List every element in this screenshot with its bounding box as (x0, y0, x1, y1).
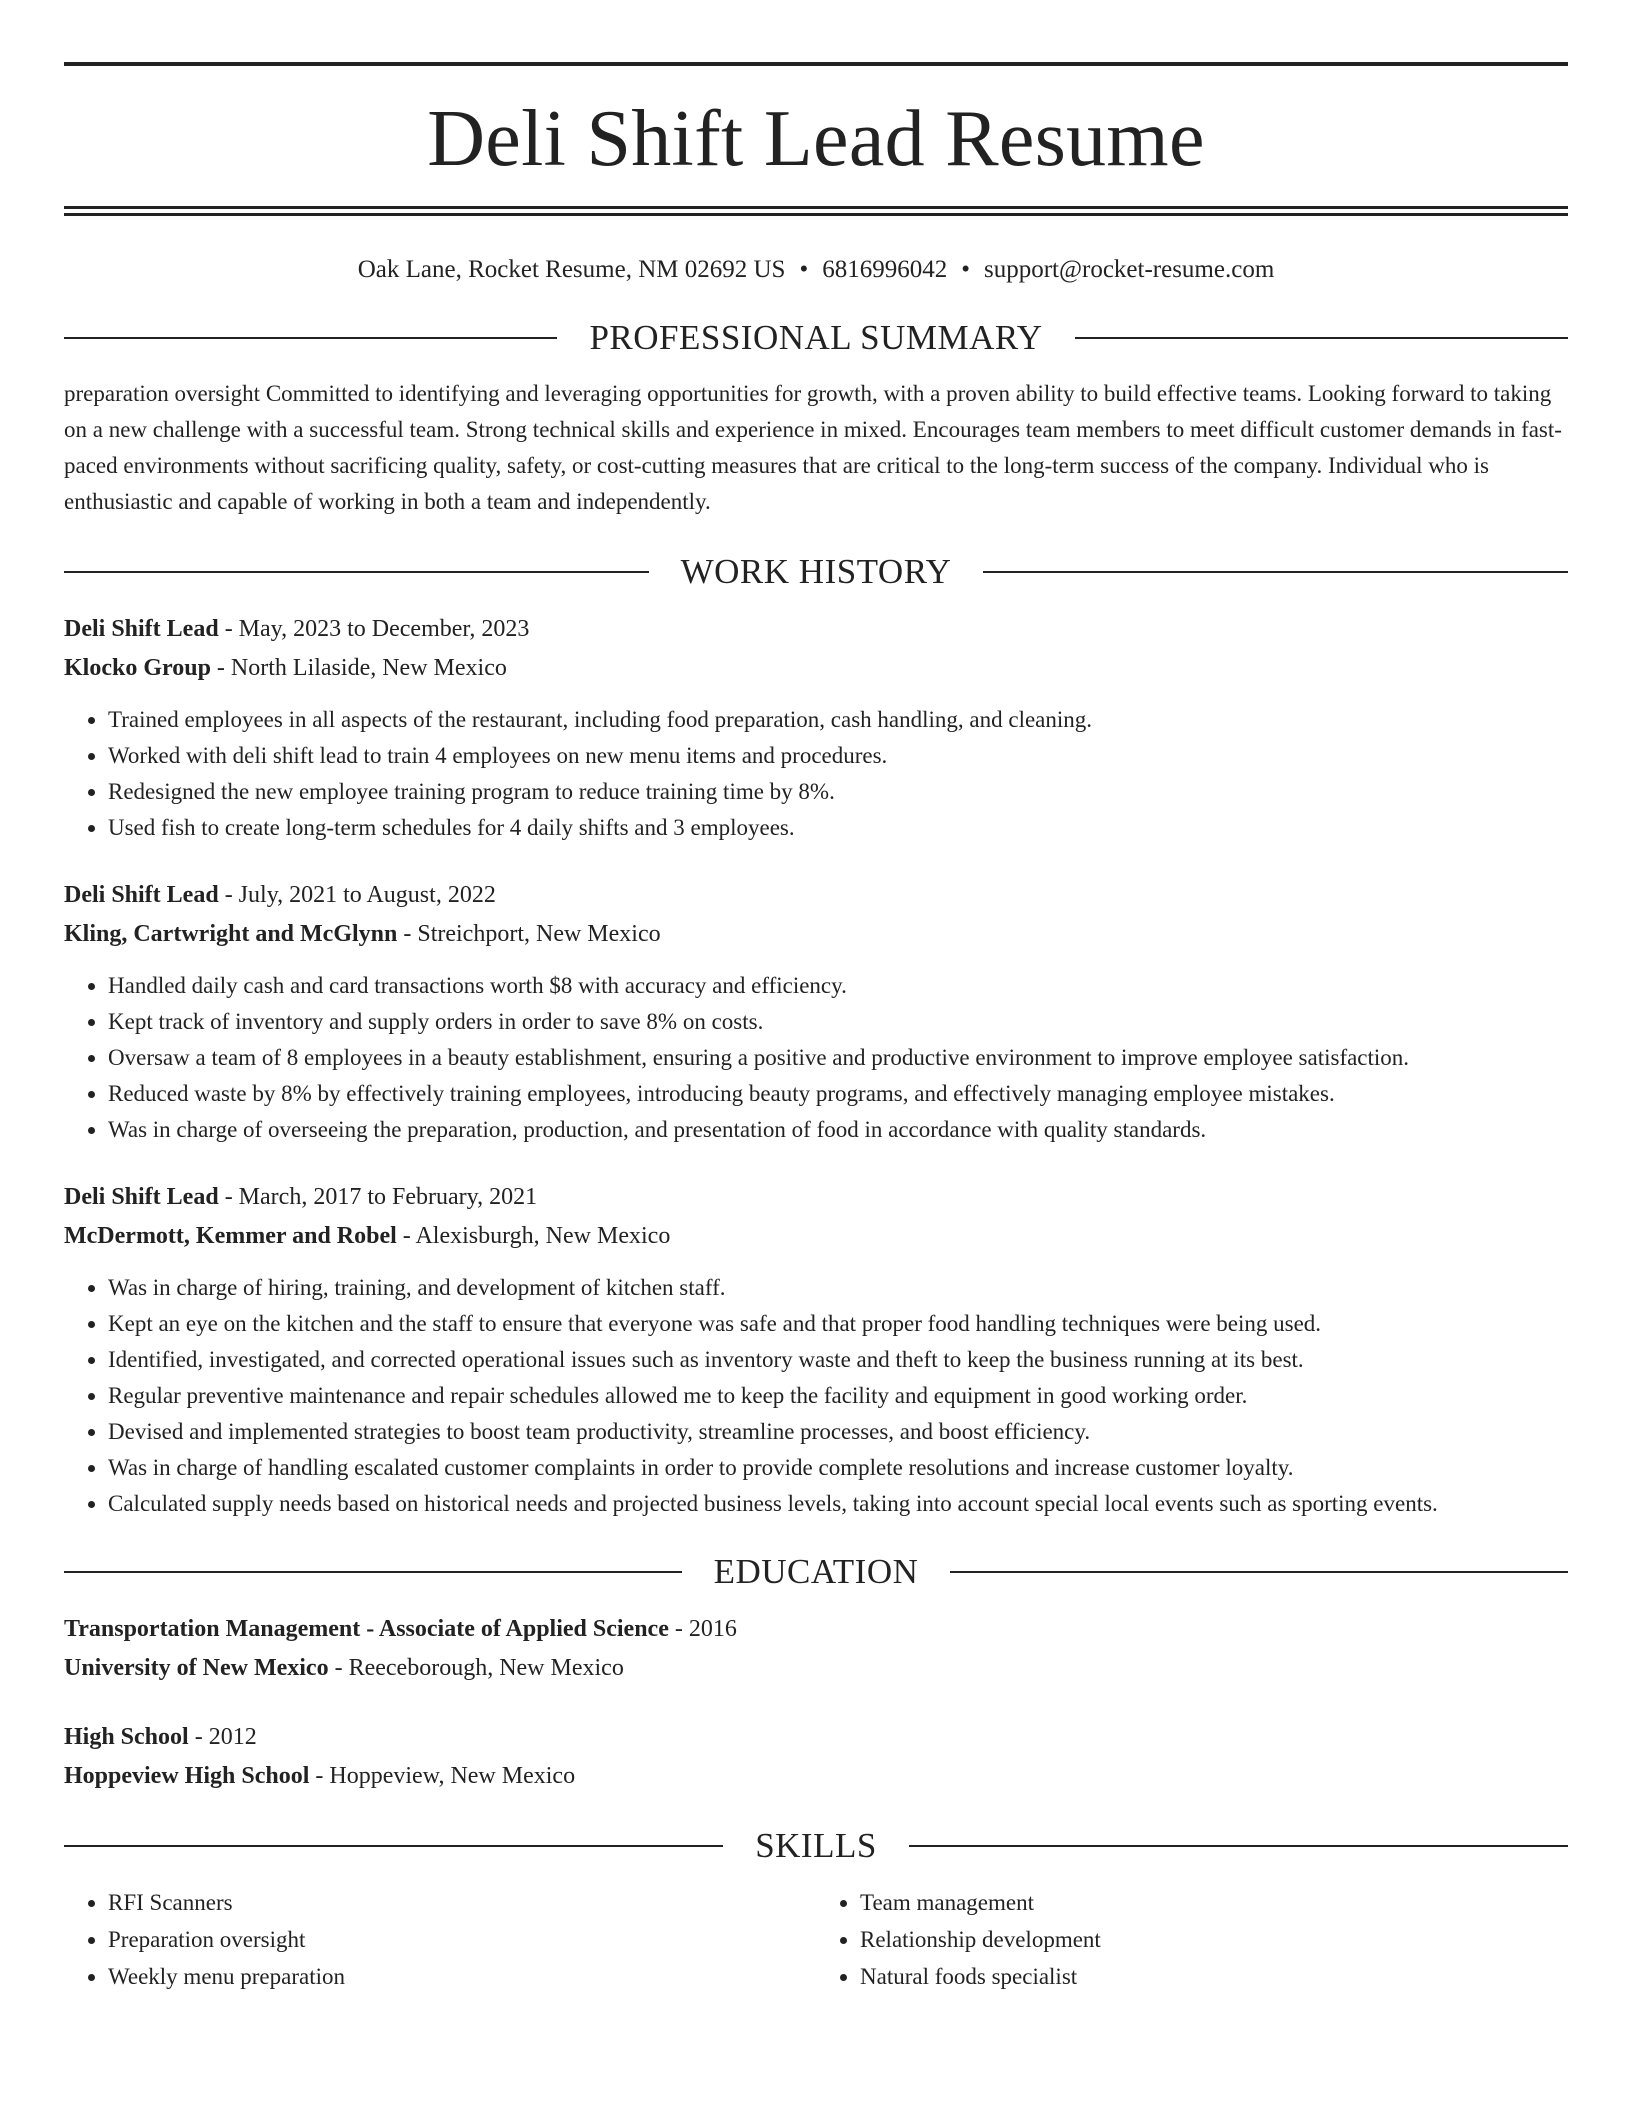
job-bullet: • Was in charge of hiring, training, and development of kitchen staff. (108, 1270, 1568, 1306)
title-double-rule (64, 206, 1568, 216)
skill-item: • RFI Scanners (108, 1884, 816, 1921)
education-year: - 2016 (668, 1616, 737, 1642)
section-header-work-history (64, 552, 1568, 592)
skill-item: • Natural foods specialist (860, 1958, 1568, 1995)
job-bullet: • Redesigned the new employee training program to reduce training time by 8%. (108, 774, 1568, 810)
job-bullet: • Devised and implemented strategies to boost team productivity, streamline processes, and boost efficiency. (108, 1414, 1568, 1450)
job-company-line (64, 649, 1568, 688)
job-title-line (64, 1178, 1568, 1217)
education-entry (64, 1610, 1568, 1688)
section-title: EDUCATION (713, 1552, 919, 1591)
education-degree-line (64, 1610, 1568, 1649)
contact-separator: • (961, 256, 970, 283)
section-rule (909, 1845, 1568, 1847)
section-title: PROFESSIONAL SUMMARY (589, 318, 1043, 357)
work-history-list (64, 610, 1568, 1522)
education-school: Hoppeview High School (64, 1763, 310, 1789)
job-location: - Alexisburgh, New Mexico (396, 1223, 671, 1249)
education-school-line (64, 1757, 1568, 1796)
education-degree: Transportation Management - Associate of Applied Science (64, 1616, 669, 1642)
section-rule (983, 571, 1568, 573)
section-header-education (64, 1552, 1568, 1592)
contact-email: support@rocket-resume.com (983, 256, 1275, 283)
education-school-line (64, 1649, 1568, 1688)
job-bullet: • Trained employees in all aspects of the restaurant, including food preparation, cash handling, and cleaning. (108, 702, 1568, 738)
resume-title: Deli Shift Lead Resume (427, 95, 1205, 183)
job-bullet: • Kept an eye on the kitchen and the staff to ensure that everyone was safe and that proper food handling techniques were being used. (108, 1306, 1568, 1342)
contact-line (64, 254, 1568, 286)
contact-phone: 6816996042 (822, 256, 948, 283)
job-company: Kling, Cartwright and McGlynn (64, 921, 398, 947)
section-title: SKILLS (755, 1826, 877, 1865)
skills-column-left (64, 1884, 816, 1995)
job-title: Deli Shift Lead (64, 882, 219, 908)
section-rule (64, 571, 649, 573)
skill-item: • Weekly menu preparation (108, 1958, 816, 1995)
section-header-summary (64, 318, 1568, 358)
skill-item: • Preparation oversight (108, 1921, 816, 1958)
job-bullet: • Used fish to create long-term schedules for 4 daily shifts and 3 employees. (108, 810, 1568, 846)
section-header-skills (64, 1826, 1568, 1866)
job-bullet: • Worked with deli shift lead to train 4 employees on new menu items and procedures. (108, 738, 1568, 774)
section-rule (64, 337, 557, 339)
section-rule (1075, 337, 1568, 339)
section-rule (64, 1845, 723, 1847)
skill-item: • Relationship development (860, 1921, 1568, 1958)
job-title-line (64, 610, 1568, 649)
job-bullet: • Was in charge of overseeing the preparation, production, and presentation of food in accordance with quality standards. (108, 1112, 1568, 1148)
job-location: - North Lilaside, New Mexico (210, 655, 507, 681)
job-bullet: • Identified, investigated, and corrected operational issues such as inventory waste and theft to keep the business running at its best. (108, 1342, 1568, 1378)
job-dates: - May, 2023 to December, 2023 (218, 616, 530, 642)
job-title: Deli Shift Lead (64, 1184, 219, 1210)
job-company: McDermott, Kemmer and Robel (64, 1223, 397, 1249)
job-entry (64, 876, 1568, 1148)
contact-address: Oak Lane, Rocket Resume, NM 02692 US (357, 256, 786, 283)
job-title-line (64, 876, 1568, 915)
job-bullets (64, 968, 1568, 1148)
job-entry (64, 610, 1568, 846)
skills-column-right (816, 1884, 1568, 1995)
education-degree: High School (64, 1724, 189, 1750)
job-company: Klocko Group (64, 655, 211, 681)
education-school: University of New Mexico (64, 1655, 329, 1681)
job-bullet: • Regular preventive maintenance and repair schedules allowed me to keep the facility and equipment in good working order. (108, 1378, 1568, 1414)
job-bullets (64, 702, 1568, 846)
section-title: WORK HISTORY (680, 552, 952, 591)
job-bullet: • Calculated supply needs based on historical needs and projected business levels, taking into account special local events such as sporting events. (108, 1486, 1568, 1522)
job-bullet: • Handled daily cash and card transactions worth $8 with accuracy and efficiency. (108, 968, 1568, 1004)
education-entry (64, 1718, 1568, 1796)
skill-item: • Team management (860, 1884, 1568, 1921)
job-entry (64, 1178, 1568, 1522)
job-location: - Streichport, New Mexico (397, 921, 661, 947)
job-dates: - March, 2017 to February, 2021 (218, 1184, 538, 1210)
education-list (64, 1610, 1568, 1796)
job-company-line (64, 915, 1568, 954)
contact-separator: • (799, 256, 809, 283)
education-location: - Reeceborough, New Mexico (328, 1655, 624, 1681)
job-company-line (64, 1217, 1568, 1256)
job-bullet: • Was in charge of handling escalated customer complaints in order to provide complete resolutions and increase customer loyalty. (108, 1450, 1568, 1486)
job-bullet: • Oversaw a team of 8 employees in a beauty establishment, ensuring a positive and productive environment to improve employee satisfaction. (108, 1040, 1568, 1076)
job-bullets (64, 1270, 1568, 1522)
job-bullet: • Reduced waste by 8% by effectively training employees, introducing beauty programs, and effectively managing employee mistakes. (108, 1076, 1568, 1112)
job-bullet: • Kept track of inventory and supply orders in order to save 8% on costs. (108, 1004, 1568, 1040)
education-location: - Hoppeview, New Mexico (309, 1763, 576, 1789)
job-dates: - July, 2021 to August, 2022 (218, 882, 496, 908)
section-rule (950, 1571, 1568, 1573)
summary-text: preparation oversight Committed to identifying and leveraging opportunities for growth, with a proven ability to build effective teams. Looking forward to taking on a new challenge with a successful team. Strong technical skills and experience in mixed. Encourages team members to meet difficult customer demands in fast-paced environments without sacrificing quality, safety, or cost-cutting measures that are critical to the long-term success of the company. Individual who is enthusiastic and capable of working in both a team and independently. (64, 381, 1562, 514)
education-year: - 2012 (188, 1724, 257, 1750)
skills-grid (64, 1884, 1568, 1995)
job-title: Deli Shift Lead (64, 616, 219, 642)
section-rule (64, 1571, 682, 1573)
education-degree-line (64, 1718, 1568, 1757)
